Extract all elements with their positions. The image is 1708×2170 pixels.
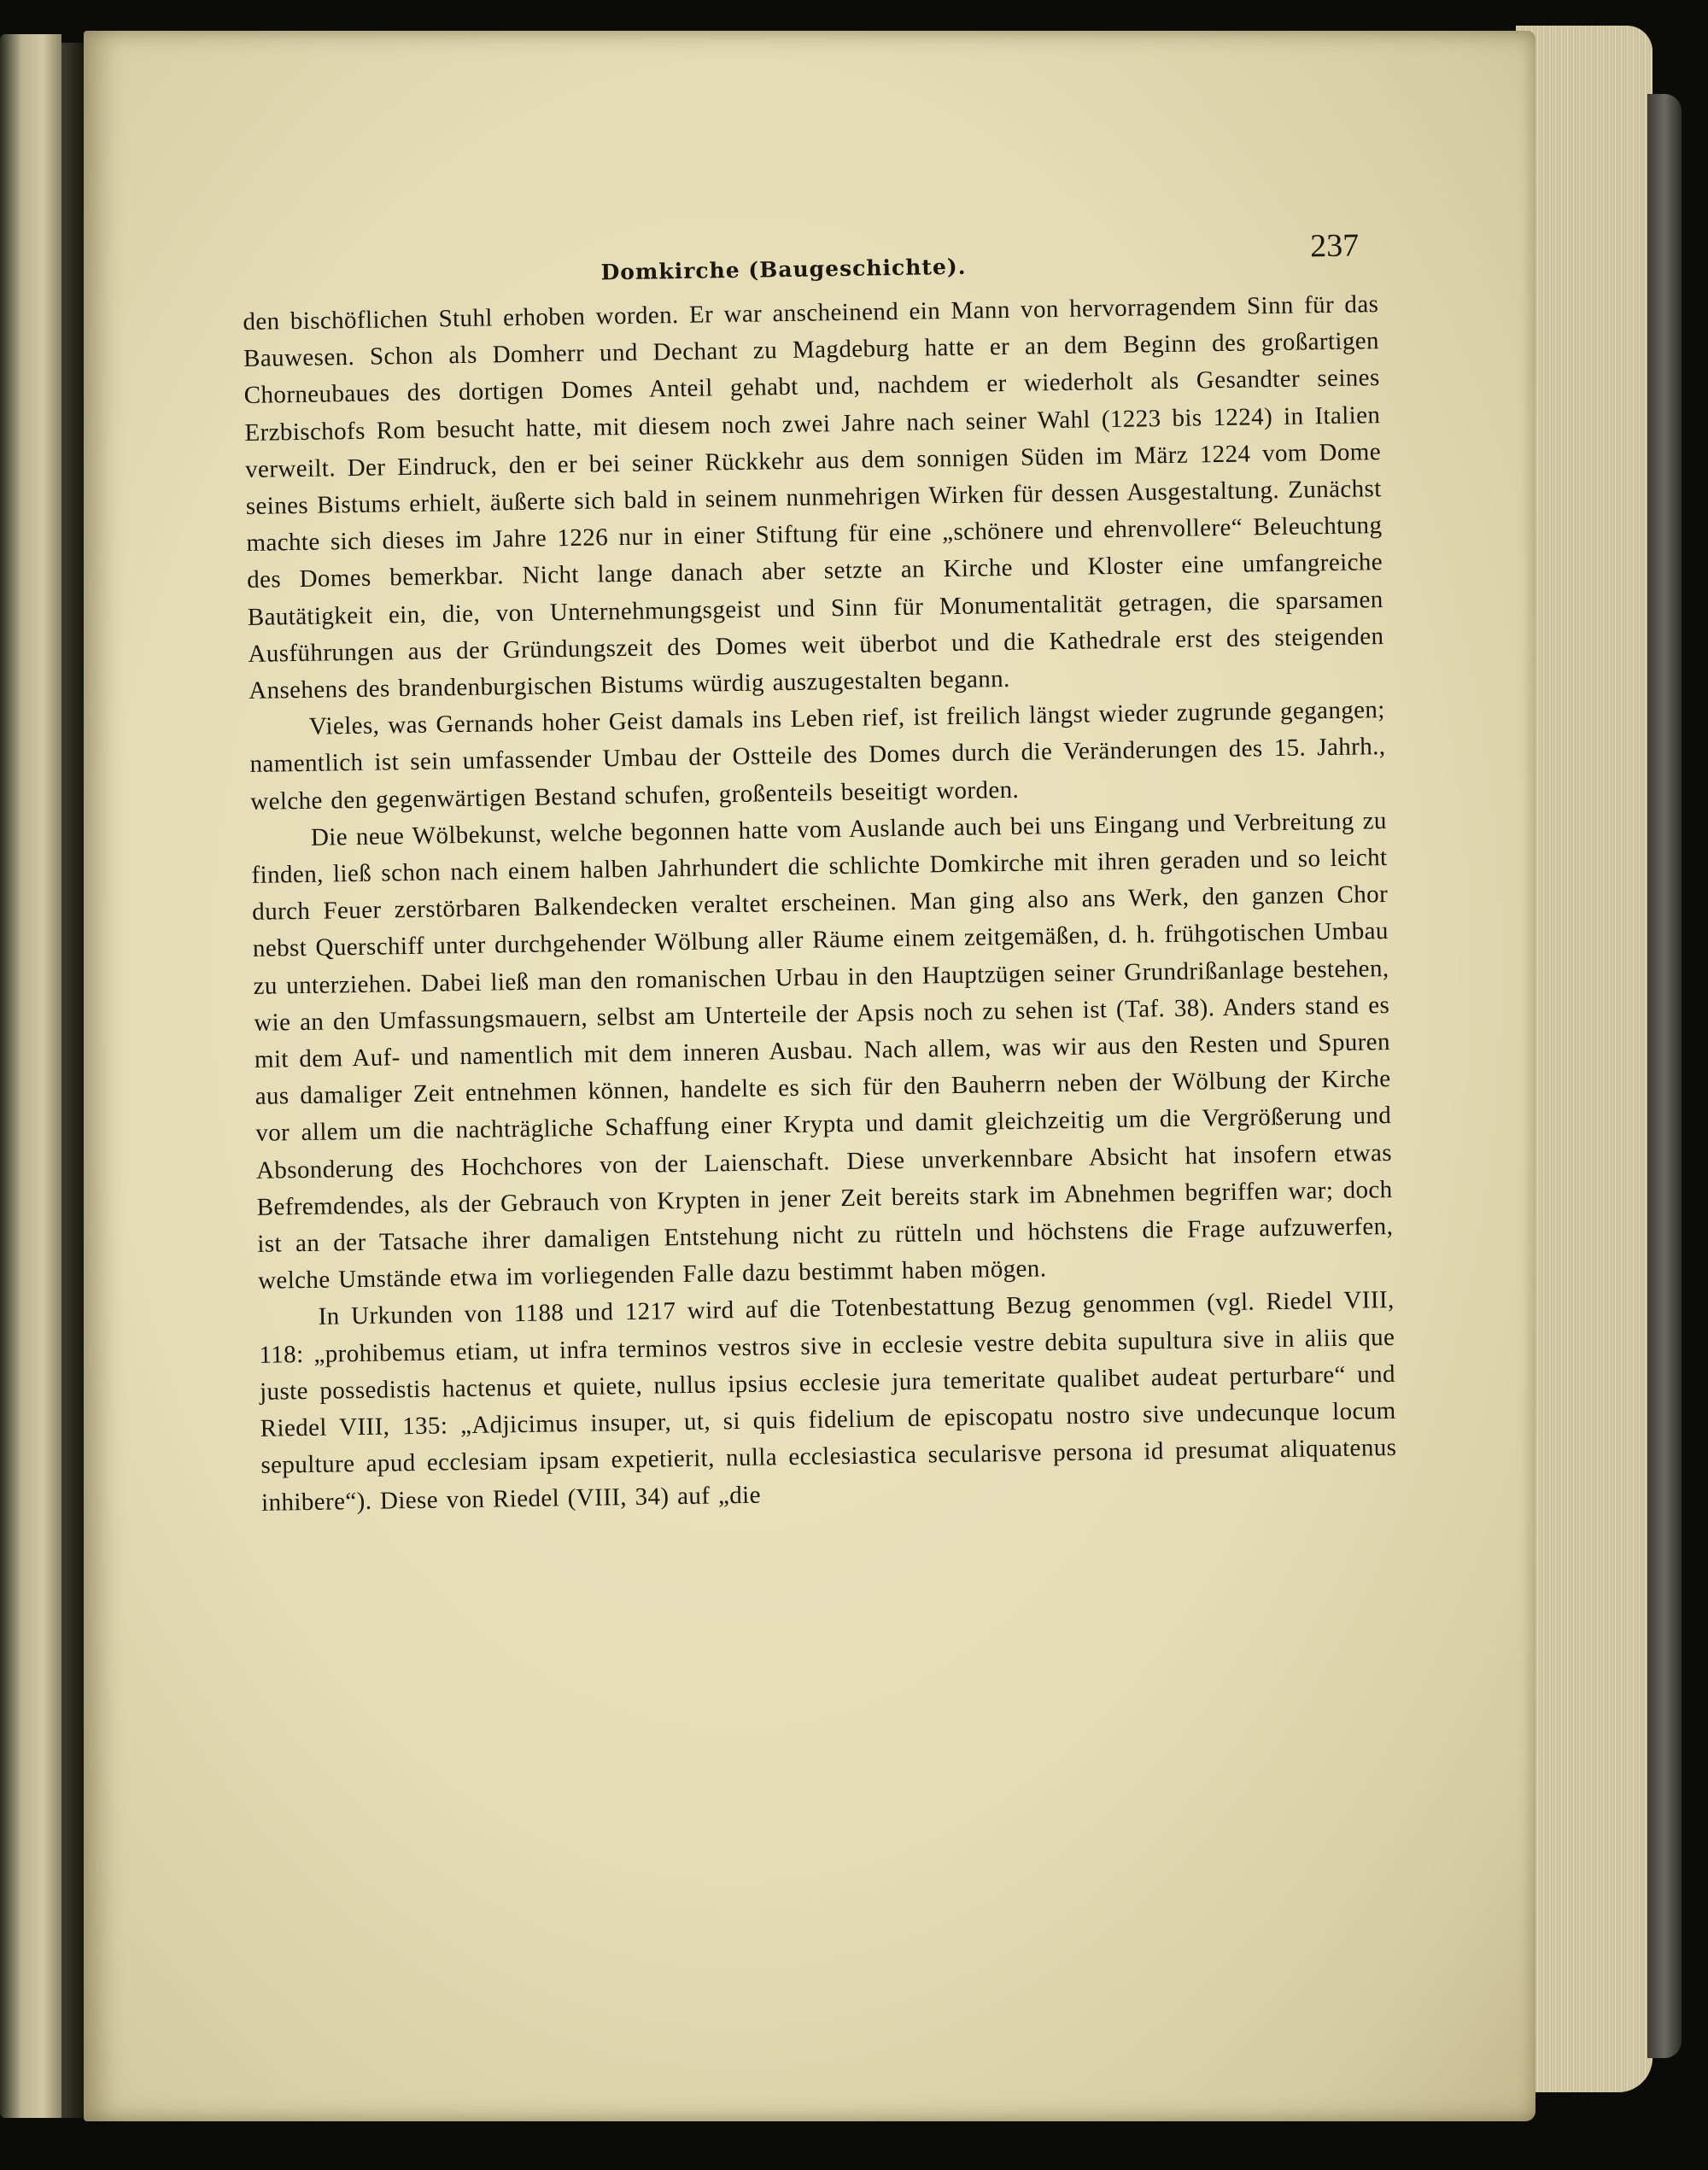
page-number: 237 <box>1309 227 1360 265</box>
paragraph: den bischöflichen Stuhl erhoben worden. Er war anscheinend ein Mann von hervorragendem Sinn für das Bauwesen. Schon als Domherr und Dechant zu Magdeburg hatte er an dem Beginn des großartigen Chorneubaues des dortigen Domes Anteil gehabt und, nachdem er wiederholt als Gesandter seines Erzbischofs Rom besucht hatte, mit diesem noch zwei Jahre nach seiner Wahl (1223 bis 1224) in Italien verweilt. Der Eindruck, den er bei seiner Rückkehr aus dem sonnigen Süden im März 1224 vom Dome seines Bistums erhielt, äußerte sich bald in seinem nunmehrigen Wirken für dessen Ausgestaltung. Zunächst machte sich dieses im Jahre 1226 nur in einer Stiftung für eine „schönere und ehrenvollere“ Beleuchtung des Domes bemerkbar. Nicht lange danach aber setzte an Kirche und Kloster eine umfangreiche Bautätigkeit ein, die, von Unternehmungsgeist und Sinn für Monumentalität getragen, die sparsamen Ausführungen aus der Gründungszeit des Domes weit überbot und die Kathedrale erst des steigenden Ansehens des brandenburgischen Bistums würdig auszugestalten begann. <box>243 290 1384 705</box>
running-title: Domkirche (Baugeschichte). <box>600 254 967 285</box>
book-page <box>84 31 1535 2121</box>
paragraph: In Urkunden von 1188 und 1217 wird auf die Totenbestattung Bezug genommen (vgl. Riedel VIII, 118: „prohibemus etiam, ut infra terminos vestros sive in ecclesie vestre debita supultura sive in aliis que juste possedistis hactenus et quiete, nullus ipsius ecclesie jura temeritate qualibet audeat perturbare“ und Riedel VIII, 135: „Adjicimus insuper, ut, si quis fidelium de episcopatu nostro sive undecunque locum sepulture apud ecclesiam ipsam expetierit, nulla ecclesiastica secularisve persona id presumat aliquatenus inhibere“). Diese von Riedel (VIII, 34) auf „die <box>259 1286 1397 1517</box>
page-edges <box>1516 26 1652 2092</box>
paragraph: Vieles, was Gernands hoher Geist damals ins Leben rief, ist freilich längst wieder zugrunde gegangen; namentlich ist sein umfassender Umbau der Ostteile des Domes durch die Veränderungen des 15. Jahrh., welche den gegenwärtigen Bestand schufen, großenteils beseitigt worden. <box>249 696 1386 816</box>
facing-page-edge <box>0 34 61 2118</box>
book-gutter <box>61 43 84 2118</box>
paragraph: Die neue Wölbekunst, welche begonnen hatte vom Auslande auch bei uns Eingang und Verbreitung zu finden, ließ schon nach einem halben Jahrhundert die schlichte Domkirche mit ihren geraden und so leicht durch Feuer zerstörbaren Balkendecken veraltet erscheinen. Man ging also ans Werk, den ganzen Chor nebst Querschiff unter durchgehender Wölbung aller Räume einem zeitgemäßen, d. h. frühgotischen Umbau zu unterziehen. Dabei ließ man den romanischen Urbau in den Hauptzügen seiner Grundrißanlage bestehen, wie an den Umfassungsmauern, selbst am Unterteile der Apsis noch zu sehen ist (Taf. 38). Anders stand es mit dem Auf- und namentlich mit dem inneren Ausbau. Nach allem, was wir aus den Resten und Spuren aus damaliger Zeit entnehmen können, handelte es sich für den Bauherrn neben der Wölbung der Kirche vor allem um die nachträgliche Schaffung einer Krypta und damit gleichzeitig um die Vergrößerung und Absonderung des Hochchores von der Laienschaft. Diese unverkennbare Absicht hat insofern etwas Befremdendes, als der Gebrauch von Krypten in jener Zeit bereits stark im Abnehmen begriffen war; doch ist an der Tatsache ihrer damaligen Entstehung nicht zu rütteln und höchstens die Frage aufzuwerfen, welche Umstände etwa im vorliegenden Falle dazu bestimmt haben mögen. <box>251 806 1394 1296</box>
page-content <box>242 226 1397 1521</box>
